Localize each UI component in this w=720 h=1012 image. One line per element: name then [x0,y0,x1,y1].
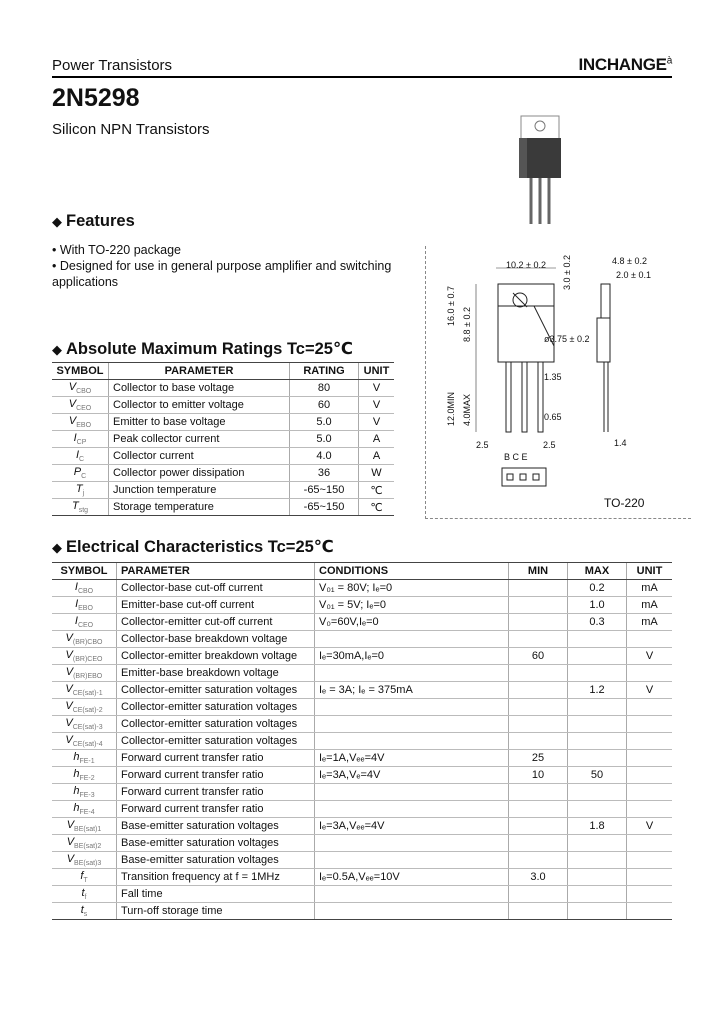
dim-label: ø3.75 ± 0.2 [544,334,590,344]
unit-cell: mA [627,580,673,597]
conditions-cell [315,835,509,852]
table-row [52,482,394,499]
parameter-cell: Collector-emitter cut-off current [117,614,315,631]
table-row [52,380,394,397]
parameter-cell: Junction temperature [109,482,290,499]
symbol-cell [52,733,117,750]
unit-cell [627,665,673,682]
col-header: PARAMETER [117,563,315,580]
max-cell [568,869,627,886]
symbol-subscript: CP [76,439,87,447]
rating-cell: 80 [290,380,359,397]
symbol-subscript: j [82,490,85,498]
conditions-cell [315,699,509,716]
parameter-cell: Turn-off storage time [117,903,315,920]
conditions-cell [315,716,509,733]
parameter-cell: Base-emitter saturation voltages [117,852,315,869]
parameter-cell: Collector-emitter saturation voltages [117,733,315,750]
table-row [52,716,672,733]
col-header: PARAMETER [109,363,290,380]
symbol-letter: V [65,631,73,644]
col-header: RATING [290,363,359,380]
symbol-letter: V [65,665,74,678]
min-cell: 10 [509,767,568,784]
table-row [52,835,672,852]
max-cell [568,750,627,767]
symbol-letter: V [65,716,73,729]
symbol-cell [52,465,109,482]
symbol-subscript: CBO [77,588,94,596]
symbol-subscript: T [83,877,88,885]
package-drawing [425,246,691,519]
symbol-letter: f [80,869,84,882]
table-row [52,414,394,431]
max-cell [568,903,627,920]
table-row [52,580,672,597]
parameter-cell: Collector-emitter breakdown voltage [117,648,315,665]
conditions-cell: V₀₁ = 5V; Iₑ=0 [315,597,509,614]
col-header: MAX [568,563,627,580]
conditions-cell: V₀₁ = 80V; Iₑ=0 [315,580,509,597]
symbol-letter: V [66,852,75,865]
conditions-cell: Iₑ=3A,Vₑₑ=4V [315,818,509,835]
symbol-subscript: FE-1 [79,758,95,766]
symbol-cell [52,750,117,767]
conditions-cell [315,801,509,818]
dim-label: 4.8 ± 0.2 [612,256,647,266]
symbol-cell [52,499,109,516]
parameter-cell: Emitter to base voltage [109,414,290,431]
symbol-cell [52,448,109,465]
conditions-cell: Iₑ = 3A; Iₑ = 375mA [315,682,509,699]
unit-cell: V [359,397,395,414]
symbol-cell [52,482,109,499]
table-row [52,665,672,682]
unit-cell: ℃ [359,482,395,499]
symbol-subscript: FE-2 [79,775,95,783]
symbol-subscript: CBO [76,388,92,396]
parameter-cell: Forward current transfer ratio [117,750,315,767]
symbol-letter: I [75,597,79,610]
unit-cell: A [359,431,395,448]
parameter-cell: Fall time [117,886,315,903]
unit-cell: W [359,465,395,482]
min-cell: 25 [509,750,568,767]
table-header-row [52,563,672,580]
symbol-cell [52,665,117,682]
part-number: 2N5298 [52,84,140,112]
max-cell [568,852,627,869]
symbol-cell [52,631,117,648]
dim-label: 2.5 [543,440,556,450]
conditions-cell: Iₑ=30mA,Iₑ=0 [315,648,509,665]
symbol-letter: I [74,614,78,627]
abs-max-table [52,362,394,516]
min-cell [509,699,568,716]
elec-title: Electrical Characteristics Tc=25℃ [66,538,334,556]
table-row [52,869,672,886]
symbol-letter: t [80,903,84,916]
min-cell: 3.0 [509,869,568,886]
diamond-bullet-icon: ◆ [52,342,62,357]
feature-item: • Designed for use in general purpose amplifier and switching [52,259,392,273]
max-cell [568,801,627,818]
dim-label: 1.4 [614,438,627,448]
symbol-subscript: CE(sat)-3 [72,724,103,732]
unit-cell [627,869,673,886]
conditions-cell: Iₑ=0.5A,Vₑₑ=10V [315,869,509,886]
unit-cell: mA [627,614,673,631]
features-heading [52,212,135,231]
symbol-letter: I [73,431,77,444]
parameter-cell: Base-emitter saturation voltages [117,835,315,852]
parameter-cell: Transition frequency at f = 1MHz [117,869,315,886]
symbol-subscript: CE(sat)-4 [72,741,103,749]
table-row [52,682,672,699]
symbol-cell [52,835,117,852]
symbol-cell [52,648,117,665]
min-cell [509,784,568,801]
conditions-cell [315,631,509,648]
symbol-cell [52,614,117,631]
rating-cell: 36 [290,465,359,482]
conditions-cell [315,733,509,750]
table-row [52,597,672,614]
symbol-cell [52,431,109,448]
symbol-subscript: (BR)EBO [73,673,103,681]
parameter-cell: Emitter-base breakdown voltage [117,665,315,682]
pin-labels: B C E [504,452,528,462]
min-cell [509,818,568,835]
unit-cell: mA [627,597,673,614]
elec-body [52,580,672,920]
table-row [52,631,672,648]
max-cell [568,886,627,903]
table-row [52,750,672,767]
symbol-subscript: s [83,911,88,919]
symbol-letter: V [65,648,73,661]
unit-cell [627,784,673,801]
symbol-subscript: CEO [77,622,94,630]
parameter-cell: Collector power dissipation [109,465,290,482]
symbol-subscript: (BR)CEO [72,656,103,664]
max-cell: 1.8 [568,818,627,835]
parameter-cell: Emitter-base cut-off current [117,597,315,614]
unit-cell: V [627,682,673,699]
min-cell [509,682,568,699]
symbol-cell [52,903,117,920]
symbol-cell [52,682,117,699]
min-cell [509,903,568,920]
symbol-letter: h [73,801,80,814]
abs-max-body [52,380,394,516]
rating-cell: 60 [290,397,359,414]
conditions-cell [315,784,509,801]
symbol-subscript: BE(sat)3 [74,860,102,868]
table-row [52,448,394,465]
category-label: Power Transistors [52,57,173,74]
parameter-cell: Collector-emitter saturation voltages [117,682,315,699]
symbol-cell [52,784,117,801]
symbol-cell [52,397,109,414]
unit-cell [627,801,673,818]
brand-name: INCHANGE [578,55,667,74]
outline-drawing [426,246,691,518]
table-row [52,767,672,784]
symbol-cell [52,580,117,597]
symbol-letter: V [65,682,73,695]
symbol-letter: h [73,750,80,763]
table-row [52,465,394,482]
rating-cell: 5.0 [290,414,359,431]
symbol-letter: T [71,499,79,512]
symbol-subscript: CE(sat)-1 [72,690,103,698]
symbol-letter: P [73,465,82,478]
parameter-cell: Collector-base cut-off current [117,580,315,597]
dim-label: 1.35 [544,372,562,382]
conditions-cell [315,903,509,920]
symbol-cell [52,801,117,818]
symbol-letter: V [65,699,73,712]
symbol-cell [52,414,109,431]
parameter-cell: Collector-base breakdown voltage [117,631,315,648]
unit-cell [627,767,673,784]
conditions-cell: Iₑ=1A,Vₑₑ=4V [315,750,509,767]
table-row [52,397,394,414]
symbol-subscript: FE-4 [79,809,95,817]
min-cell [509,614,568,631]
symbol-cell [52,818,117,835]
max-cell: 50 [568,767,627,784]
table-row [52,903,672,920]
symbol-letter: t [81,886,85,899]
subtitle: Silicon NPN Transistors [52,121,210,138]
rating-cell: -65~150 [290,499,359,516]
symbol-cell [52,380,109,397]
parameter-cell: Collector to emitter voltage [109,397,290,414]
unit-cell: V [359,380,395,397]
symbol-subscript: EBO [78,605,93,613]
unit-cell: V [627,648,673,665]
package-photo [513,112,573,228]
rating-cell: 5.0 [290,431,359,448]
dim-label: 2.0 ± 0.1 [616,270,651,280]
brand-mark: à [666,55,672,67]
symbol-cell [52,767,117,784]
dim-label: 8.8 ± 0.2 [462,307,472,342]
parameter-cell: Collector to base voltage [109,380,290,397]
symbol-cell [52,886,117,903]
min-cell: 60 [509,648,568,665]
parameter-cell: Peak collector current [109,431,290,448]
elec-table [52,562,672,920]
unit-cell: V [627,818,673,835]
symbol-subscript: (BR)CBO [72,639,103,647]
dim-label: 2.5 [476,440,489,450]
max-cell: 0.3 [568,614,627,631]
symbol-letter: V [68,414,77,427]
dim-label: 16.0 ± 0.7 [446,286,456,326]
diamond-bullet-icon: ◆ [52,540,62,555]
symbol-subscript: CEO [76,405,92,413]
min-cell [509,835,568,852]
conditions-cell: V₀=60V,Iₑ=0 [315,614,509,631]
symbol-letter: V [68,397,77,410]
feature-item: applications [52,275,119,289]
parameter-cell: Storage temperature [109,499,290,516]
max-cell [568,631,627,648]
symbol-cell [52,597,117,614]
min-cell [509,631,568,648]
min-cell [509,852,568,869]
symbol-letter: V [66,835,75,848]
abs-max-title: Absolute Maximum Ratings Tc=25℃ [66,340,353,358]
max-cell [568,699,627,716]
conditions-cell: Iₑ=3A,Vₑ=4V [315,767,509,784]
symbol-subscript: f [84,894,87,902]
table-row [52,852,672,869]
symbol-cell [52,699,117,716]
unit-cell [627,903,673,920]
unit-cell [627,852,673,869]
parameter-cell: Forward current transfer ratio [117,767,315,784]
max-cell: 0.2 [568,580,627,597]
unit-cell: ℃ [359,499,395,516]
table-row [52,614,672,631]
unit-cell [627,835,673,852]
dim-label: 12.0MIN [446,391,456,426]
max-cell [568,648,627,665]
symbol-subscript: stg [78,507,89,515]
col-header: UNIT [627,563,673,580]
dim-label: 4.0MAX [462,393,472,426]
max-cell [568,716,627,733]
table-header-row [52,363,394,380]
max-cell: 1.2 [568,682,627,699]
conditions-cell [315,665,509,682]
parameter-cell: Collector-emitter saturation voltages [117,699,315,716]
symbol-cell [52,716,117,733]
symbol-letter: I [74,580,78,593]
diamond-bullet-icon: ◆ [52,214,62,229]
conditions-cell [315,852,509,869]
unit-cell [627,699,673,716]
conditions-cell [315,886,509,903]
min-cell [509,716,568,733]
header-rule [52,76,672,78]
symbol-cell [52,869,117,886]
col-header: SYMBOL [52,563,117,580]
col-header: SYMBOL [52,363,109,380]
table-row [52,499,394,516]
elec-heading [52,537,334,557]
unit-cell: A [359,448,395,465]
table-row [52,886,672,903]
package-name: TO-220 [604,496,645,510]
parameter-cell: Collector-emitter saturation voltages [117,716,315,733]
symbol-subscript: BE(sat)2 [74,843,102,851]
max-cell [568,835,627,852]
max-cell [568,665,627,682]
symbol-letter: T [75,482,83,495]
min-cell [509,665,568,682]
parameter-cell: Forward current transfer ratio [117,784,315,801]
unit-cell [627,750,673,767]
min-cell [509,733,568,750]
min-cell [509,801,568,818]
symbol-subscript: FE-3 [79,792,95,800]
max-cell [568,784,627,801]
rating-cell: -65~150 [290,482,359,499]
unit-cell: V [359,414,395,431]
unit-cell [627,733,673,750]
symbol-letter: V [66,818,75,831]
unit-cell [627,716,673,733]
features-title: Features [66,212,135,230]
col-header: CONDITIONS [315,563,509,580]
unit-cell [627,631,673,648]
parameter-cell: Collector current [109,448,290,465]
max-cell [568,733,627,750]
min-cell [509,597,568,614]
min-cell [509,886,568,903]
min-cell [509,580,568,597]
table-row [52,648,672,665]
dim-label: 0.65 [544,412,562,422]
dim-label: 10.2 ± 0.2 [506,260,546,270]
symbol-letter: h [73,784,80,797]
symbol-subscript: EBO [76,422,92,430]
symbol-subscript: BE(sat)1 [74,826,102,834]
table-row [52,431,394,448]
table-row [52,699,672,716]
symbol-cell [52,852,117,869]
brand-logo [578,55,672,75]
parameter-cell: Base-emitter saturation voltages [117,818,315,835]
table-row [52,818,672,835]
feature-item: • With TO-220 package [52,243,181,257]
abs-max-heading [52,339,353,359]
table-row [52,801,672,818]
symbol-subscript: CE(sat)-2 [72,707,103,715]
col-header: MIN [509,563,568,580]
symbol-letter: V [65,733,73,746]
max-cell: 1.0 [568,597,627,614]
symbol-subscript: C [81,473,87,481]
symbol-letter: V [68,380,77,393]
table-row [52,733,672,750]
symbol-letter: h [73,767,80,780]
dim-label: 3.0 ± 0.2 [562,255,572,290]
rating-cell: 4.0 [290,448,359,465]
symbol-subscript: C [79,456,85,464]
table-row [52,784,672,801]
unit-cell [627,886,673,903]
symbol-letter: I [75,448,79,461]
parameter-cell: Forward current transfer ratio [117,801,315,818]
col-header: UNIT [359,363,395,380]
